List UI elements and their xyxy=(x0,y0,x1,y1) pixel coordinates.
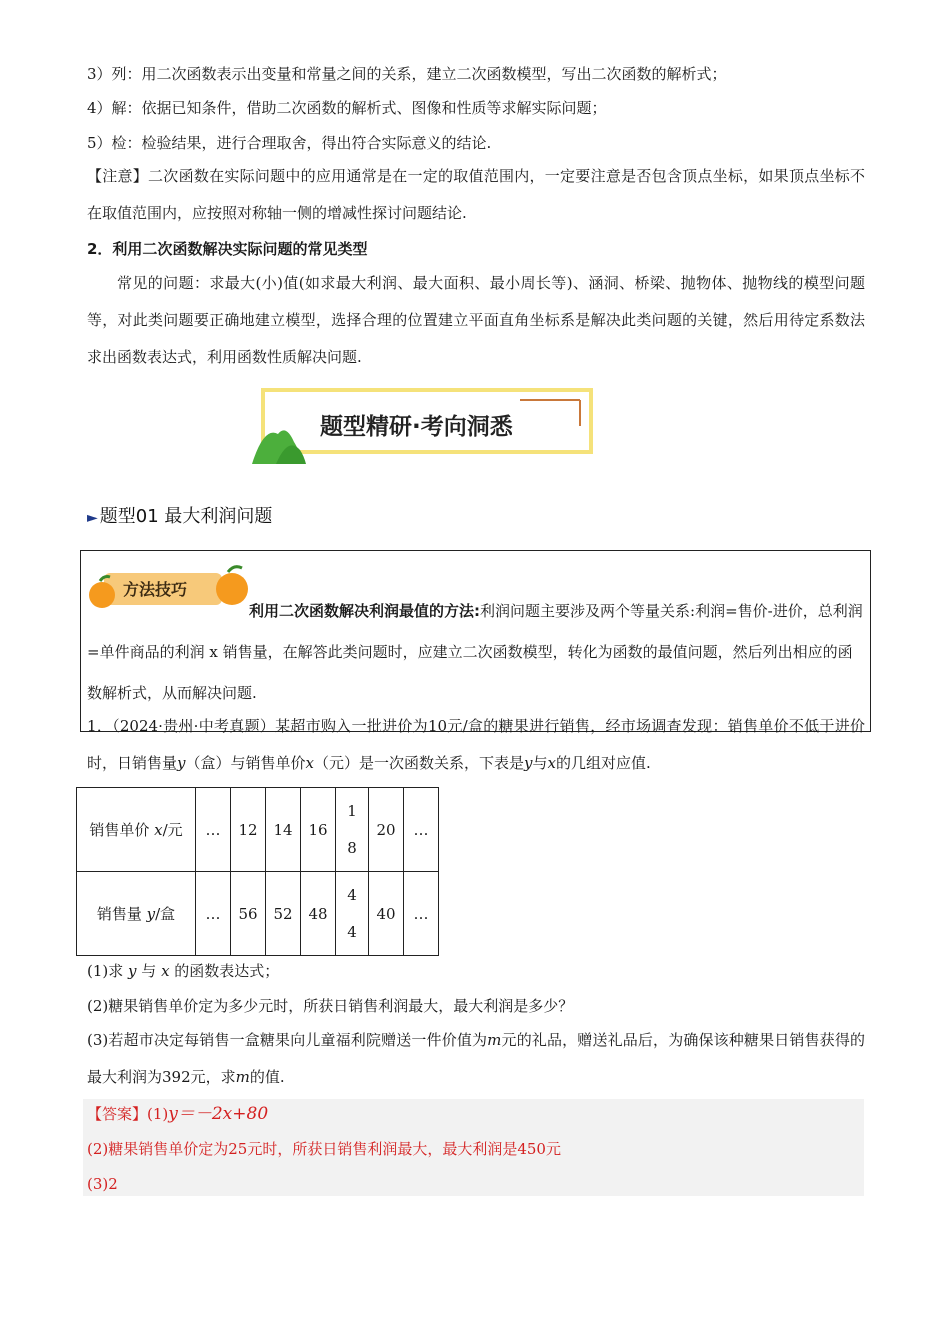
problem-text-4: 与 xyxy=(532,754,548,772)
table-cell: 16 xyxy=(301,788,336,872)
table-cell: … xyxy=(196,872,231,956)
problem-1 xyxy=(87,708,865,782)
table-row xyxy=(77,788,439,872)
problem-text-1: 某超市购入一批进价为10元/盒的糖果进行销售，经市场调查发现：销售单价不低于进价时，日销售量 xyxy=(87,717,865,772)
var-x-2: x xyxy=(547,754,556,772)
var-x: x xyxy=(305,754,314,772)
answer-equation: y＝－2x+80 xyxy=(168,1104,269,1124)
method-text xyxy=(87,591,867,714)
triangle-arrow-icon: ► xyxy=(87,510,98,526)
question-3: (3)若超市决定每销售一盒糖果向儿童福利院赠送一件价值为m元的礼品，赠送礼品后，为确保该种糖果日销售获得的最大利润为392元，求m的值. xyxy=(87,1031,865,1086)
section-title xyxy=(87,502,272,528)
answer-1: 【答案】(1)y＝－2x+80 xyxy=(87,1104,269,1124)
method-box xyxy=(80,550,871,732)
answer-2: (2)糖果销售单价定为25元时，所获日销售利润最大，最大利润是450元 xyxy=(87,1140,561,1158)
problem-source: （2024·贵州·中考真题） xyxy=(112,717,276,735)
table-cell: 52 xyxy=(266,872,301,956)
step-5: 5）检：检验结果，进行合理取舍，得出符合实际意义的结论. xyxy=(87,134,492,152)
banner-title: 题型精研·考向洞悉 xyxy=(320,414,513,440)
table-cell: … xyxy=(404,788,439,872)
section-banner xyxy=(250,386,600,466)
table-cell: 44 xyxy=(336,872,369,956)
heading-2: 2．利用二次函数解决实际问题的常见类型 xyxy=(87,240,368,258)
answer-3: (3)2 xyxy=(87,1175,118,1193)
table-cell: 48 xyxy=(301,872,336,956)
step-3: 3）列：用二次函数表示出变量和常量之间的关系，建立二次函数模型，写出二次函数的解析式； xyxy=(87,65,727,83)
problem-text-2: （盒）与销售单价 xyxy=(185,754,306,772)
table-cell: 20 xyxy=(369,788,404,872)
var-y: y xyxy=(177,754,186,772)
table-cell: … xyxy=(404,872,439,956)
table-cell: 56 xyxy=(231,872,266,956)
table-cell: 12 xyxy=(231,788,266,872)
row-label-sales: 销售量 y/盒 xyxy=(77,872,196,956)
problem-number: 1． xyxy=(87,717,113,735)
var-y-2: y xyxy=(524,754,533,772)
problem-text-5: 的几组对应值. xyxy=(555,754,651,772)
price-sales-table xyxy=(76,787,439,956)
method-body: 利润问题主要涉及两个等量关系:利润=售价-进价，总利润=单件商品的利润 x 销售量，在解答此类问题时，应建立二次函数模型，转化为函数的最值问题，然后列出相应的函数解析式，从而解决问题. xyxy=(87,602,863,702)
section-title-text: 题型01 最大利润问题 xyxy=(99,506,273,527)
question-1: (1)求 y 与 x 的函数表达式； xyxy=(87,962,280,980)
note-paragraph xyxy=(87,158,865,232)
step-4: 4）解：依据已知条件，借助二次函数的解析式、图像和性质等求解实际问题； xyxy=(87,99,607,117)
table-row xyxy=(77,872,439,956)
note-text: 二次函数在实际问题中的应用通常是在一定的取值范围内，一定要注意是否包含顶点坐标，如果顶点坐标不在取值范围内，应按照对称轴一侧的增减性探讨问题结论. xyxy=(87,167,865,222)
paragraph-2: 常见的问题：求最大(小)值(如求最大利润、最大面积、最小周长等)、涵洞、桥梁、抛物体、抛物线的模型问题等，对此类问题要正确地建立模型，选择合理的位置建立平面直角坐标系是解决此类问题的关键，然后用待定系数法求出函数表达式，利用函数性质解决问题. xyxy=(87,274,865,366)
table-cell: 14 xyxy=(266,788,301,872)
table-cell: 18 xyxy=(336,788,369,872)
table-cell: 40 xyxy=(369,872,404,956)
badge-label: 方法技巧 xyxy=(123,580,188,599)
question-2: (2)糖果销售单价定为多少元时，所获日销售利润最大，最大利润是多少？ xyxy=(87,997,574,1015)
method-title: 利用二次函数解决利润最值的方法: xyxy=(249,602,481,620)
row-label-price: 销售单价 x/元 xyxy=(77,788,196,872)
problem-text-3: （元）是一次函数关系，下表是 xyxy=(313,754,524,772)
answer-label: 【答案】 xyxy=(87,1105,148,1123)
note-label: 【注意】 xyxy=(87,167,149,185)
table-cell: … xyxy=(196,788,231,872)
